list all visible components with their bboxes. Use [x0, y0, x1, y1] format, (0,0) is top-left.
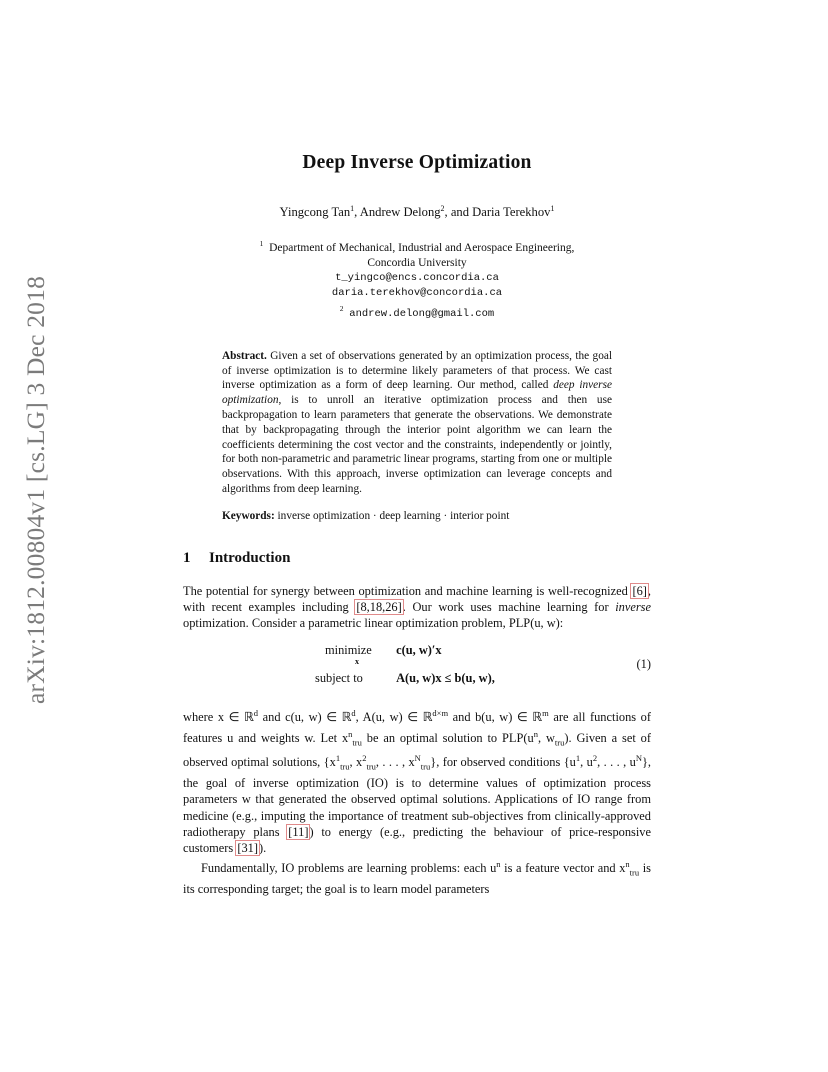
- text: , . . . , x: [375, 755, 415, 770]
- paper-page: [183, 140, 651, 897]
- text: is a feature vector and x: [504, 861, 626, 876]
- sub: tru: [340, 761, 350, 772]
- sup: n: [533, 728, 538, 739]
- citation-link[interactable]: [31]: [237, 840, 259, 855]
- arxiv-stamp: [6, 275, 66, 705]
- text: }, for observed conditions {u: [430, 755, 576, 770]
- sup: d: [351, 708, 356, 719]
- sup: 2: [362, 753, 367, 764]
- paragraph: [183, 856, 651, 897]
- section-number: 1: [183, 549, 191, 566]
- author-name: and Daria Terekhov: [450, 205, 551, 220]
- sup: 1: [575, 753, 581, 764]
- text: , u: [580, 755, 593, 770]
- eq-minimize: minimize: [325, 643, 372, 658]
- text: ).: [259, 840, 267, 855]
- sub: tru: [352, 737, 362, 748]
- affil-mark: 1: [550, 204, 555, 213]
- university: Concordia University: [367, 257, 467, 270]
- text: where x ∈ ℝ: [183, 710, 254, 725]
- section-heading: [183, 550, 651, 567]
- text: , A(u, w) ∈ ℝ: [355, 710, 433, 725]
- text: optimization. Consider a parametric linear optimization problem, PLP(u, w):: [183, 616, 564, 631]
- sub: tru: [629, 867, 640, 878]
- intro-paragraph: [183, 583, 651, 632]
- equation-1: [183, 639, 651, 693]
- abstract-text: , is to unroll an iterative optimization process and then use backpropagation to learn parameters that generate the observations. We demonstrate that by backpropagating through the interior point algorithm we can learn the coefficients determining the cost vector and the constraints, independently or jointly, for both non-parametric and parametric linear programs, starting from one or multiple observations. With this approach, inverse optimization can leverage concepts and algorithms from deep learning.: [222, 394, 612, 496]
- text: Fundamentally, IO problems are learning problems: each u: [201, 861, 497, 876]
- email[interactable]: andrew.delong@gmail.com: [349, 307, 495, 320]
- eq-objective-expr: c(u, w)′x: [396, 643, 442, 658]
- author-name: Andrew Delong: [359, 205, 441, 220]
- abstract-text: Given a set of observations generated by an optimization process, the goal of inverse optimization is to determine likely parameters of that process. We cast inverse optimization as a form of deep learning. Our method, called: [222, 349, 613, 392]
- email[interactable]: t_yingco@encs.concordia.ca: [335, 272, 499, 285]
- sup: N: [414, 753, 421, 764]
- sup: n: [625, 859, 630, 870]
- sub: tru: [420, 761, 431, 772]
- author-list: Yingcong Tan$^1$, Andrew Delong$^2$, and Daria Terekhov$^1$: [279, 204, 555, 220]
- affil-mark: 2: [339, 304, 344, 314]
- text: }, the goal of inverse optimization (IO) is to determine values of optimization process parameters w that generated the observed optimal solutions. Applications of IO range from medicine (e.g., imputing the importance of treatment sub-objectives from clinically-approved radiotherapy plans: [183, 755, 652, 839]
- keywords: [222, 509, 612, 524]
- affil-mark: 1: [350, 204, 355, 213]
- sup: N: [635, 753, 642, 764]
- sup: n: [348, 728, 353, 739]
- text: are all functions of features u and weights w. Let x: [183, 710, 651, 745]
- abstract-emphasis: deep inverse optimization: [222, 379, 612, 407]
- text: ) to energy (e.g., predicting the behaviour of price-responsive customers: [183, 824, 651, 855]
- text: , with recent examples including: [183, 583, 651, 614]
- eq-subscript: x: [355, 657, 359, 667]
- abstract-label: Abstract.: [222, 349, 267, 362]
- text: , . . . , u: [597, 755, 636, 770]
- keywords-text: inverse optimization · deep learning · interior point: [277, 509, 510, 522]
- equation-objective: [325, 643, 442, 667]
- paragraph: [183, 705, 651, 856]
- sub: tru: [366, 761, 376, 772]
- arxiv-id: arXiv:1812.00804v1 [cs.LG] 3 Dec 2018: [21, 275, 50, 705]
- sup: n: [496, 859, 501, 870]
- affiliation-block: [183, 236, 651, 322]
- text: and b(u, w) ∈ ℝ: [452, 710, 543, 725]
- paper-title: Deep Inverse Optimization: [302, 152, 532, 173]
- equation-number: (1): [636, 657, 651, 672]
- abstract: [222, 349, 612, 497]
- department: Department of Mechanical, Industrial and Aerospace Engineering,: [269, 242, 575, 255]
- sup: 2: [592, 753, 598, 764]
- sub: tru: [554, 737, 565, 748]
- sup: m: [542, 708, 549, 719]
- sup: d: [253, 708, 259, 719]
- text: , x: [349, 755, 363, 770]
- eq-constraint-expr: A(u, w)x ≤ b(u, w),: [396, 671, 495, 686]
- equation-constraint: [315, 671, 495, 686]
- text: , w: [537, 730, 555, 745]
- citation-link[interactable]: [8,18,26]: [356, 599, 402, 614]
- section-title: Introduction: [209, 549, 291, 566]
- text: ). Given a set of observed optimal solutions, {x: [183, 730, 651, 770]
- text: be an optimal solution to PLP(u: [366, 730, 534, 745]
- email[interactable]: daria.terekhov@concordia.ca: [331, 287, 503, 300]
- eq-keyword: [325, 643, 393, 667]
- text: . Our work uses machine learning for: [402, 599, 609, 614]
- affil-mark: 1: [259, 239, 264, 249]
- sup: d×m: [432, 708, 449, 719]
- citation-link[interactable]: [6]: [632, 583, 647, 598]
- text: is its corresponding target; the goal is to learn model parameters: [183, 861, 651, 896]
- citation-link[interactable]: [11]: [288, 824, 309, 839]
- text: The potential for synergy between optimization and machine learning is well-recognized: [183, 583, 628, 598]
- keywords-label: Keywords:: [222, 509, 275, 522]
- sup: 1: [335, 753, 341, 764]
- text: and c(u, w) ∈ ℝ: [262, 710, 352, 725]
- affil-mark: 2: [440, 204, 445, 213]
- emphasis: inverse: [615, 599, 651, 614]
- author-name: Yingcong Tan: [279, 205, 351, 220]
- eq-subject-to: subject to: [315, 671, 363, 686]
